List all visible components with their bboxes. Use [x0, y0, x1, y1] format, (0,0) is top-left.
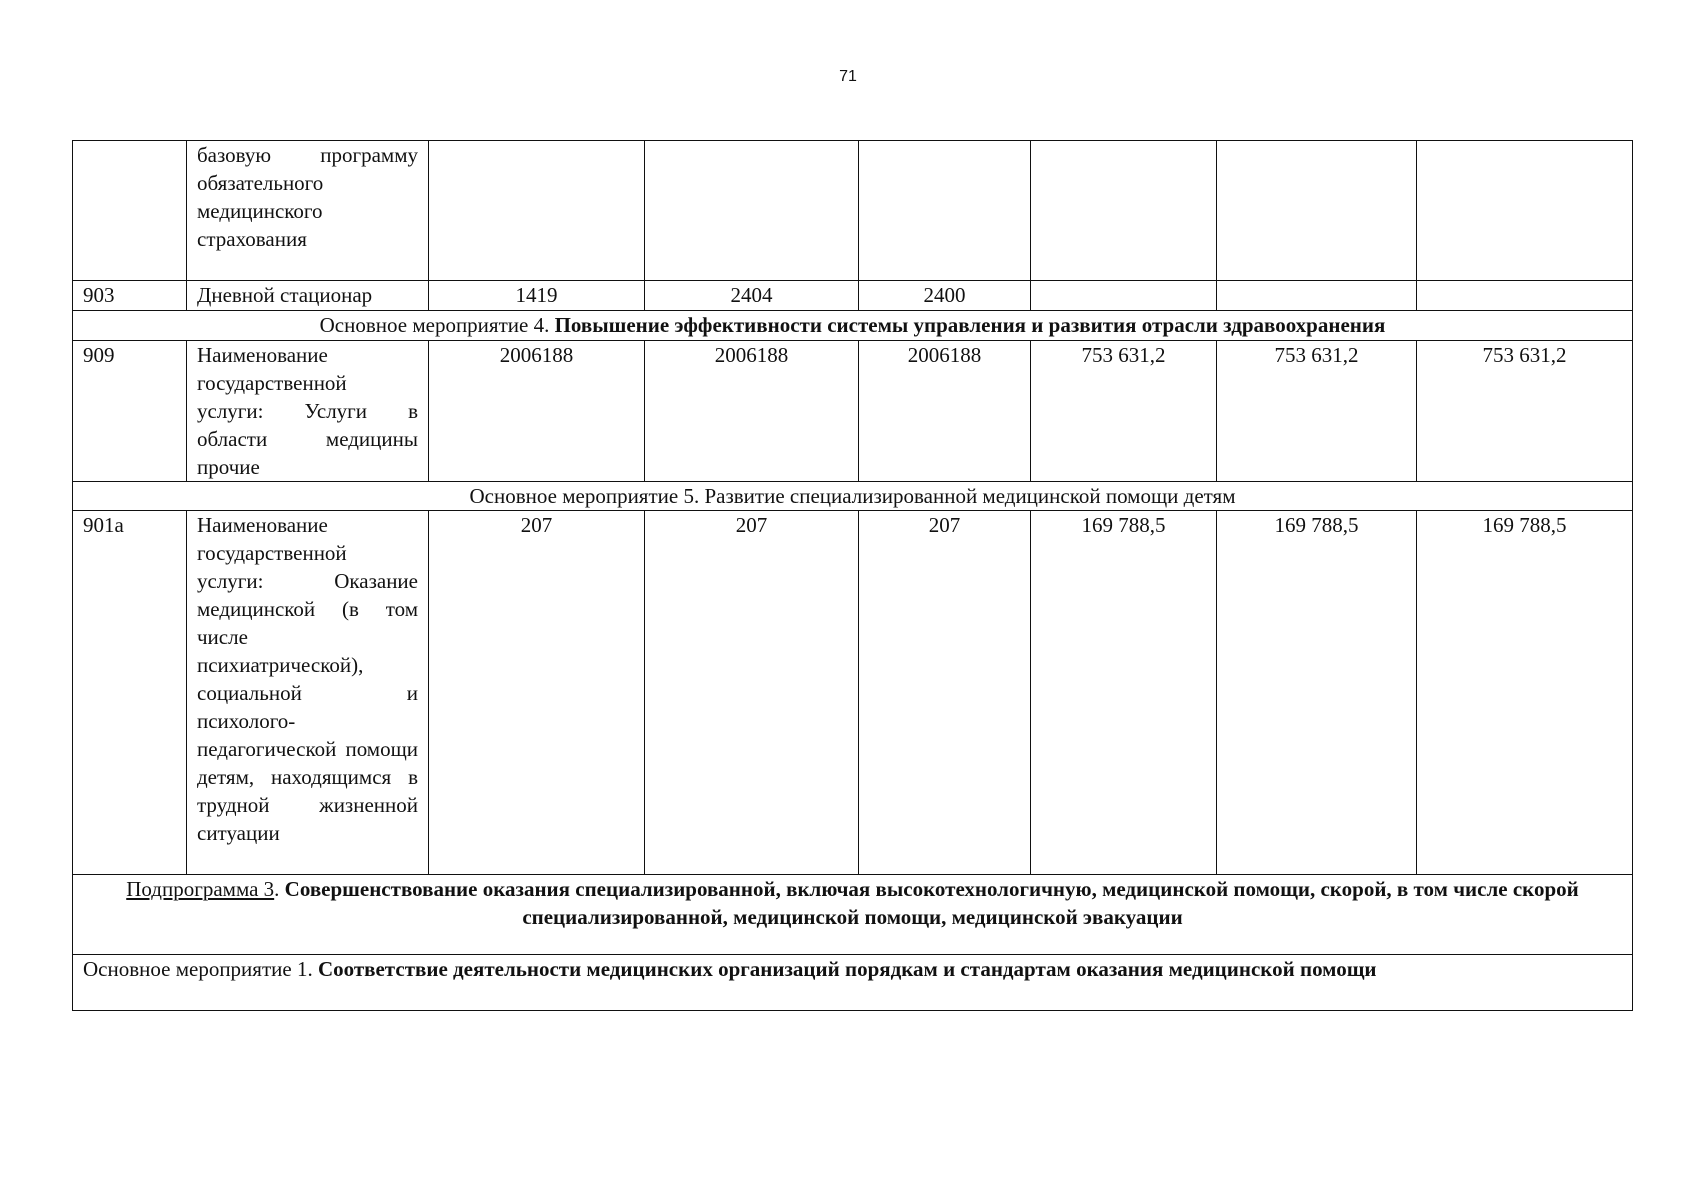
value-cell: 2404	[645, 281, 859, 311]
program-table	[72, 140, 1633, 1011]
code-cell	[73, 141, 187, 281]
page-number: 71	[839, 68, 857, 85]
value-cell	[1417, 281, 1633, 311]
value-cell	[1217, 141, 1417, 281]
code-cell: 903	[73, 281, 187, 311]
value-cell: 2006188	[429, 341, 645, 482]
subprogram-title: Совершенствование оказания специализированной, включая высокотехнологичную, медицинской помощи, скорой, в том числе скорой специализированной, медицинской помощи, медицинской эвакуации	[284, 877, 1579, 929]
section-heading-5: Основное мероприятие 5. Развитие специализированной медицинской помощи детям	[73, 482, 1633, 511]
value-cell	[1031, 141, 1217, 281]
value-cell	[1217, 281, 1417, 311]
value-cell: 1419	[429, 281, 645, 311]
funding-cell: 753 631,2	[1417, 341, 1633, 482]
section-row	[73, 482, 1633, 511]
subprogram-dot: .	[274, 877, 285, 901]
service-name-cell: Дневной стационар	[187, 281, 429, 311]
value-cell: 2006188	[645, 341, 859, 482]
table-row	[73, 511, 1633, 875]
service-name-cell: Наименование государственной услуги: Оказание медицинской (в том числе психиатрической), социальной и психолого-педагогической помощи детям, находящимся в трудной жизненной ситуации	[187, 511, 429, 875]
section-title: Повышение эффективности системы управления и развития отрасли здравоохранения	[554, 313, 1386, 337]
code-cell: 909	[73, 341, 187, 482]
subprogram-row	[73, 875, 1633, 955]
value-cell	[429, 141, 645, 281]
funding-cell: 169 788,5	[1217, 511, 1417, 875]
service-name-cell: базовую программу обязательного медицинского страхования	[187, 141, 429, 281]
section-prefix: Основное мероприятие 4.	[319, 313, 555, 337]
value-cell	[859, 141, 1031, 281]
section-heading-4	[73, 311, 1633, 341]
funding-cell: 169 788,5	[1031, 511, 1217, 875]
event-prefix: Основное мероприятие 1.	[83, 957, 318, 981]
table-row	[73, 341, 1633, 482]
subprogram-label: Подпрограмма 3	[126, 877, 275, 901]
value-cell: 2400	[859, 281, 1031, 311]
event-title: Соответствие деятельности медицинских организаций порядкам и стандартам оказания медицинской помощи	[317, 957, 1377, 981]
section-row	[73, 311, 1633, 341]
funding-cell: 169 788,5	[1417, 511, 1633, 875]
service-name-cell: Наименование государственной услуги: Услуги в области медицины прочие	[187, 341, 429, 482]
funding-cell: 753 631,2	[1217, 341, 1417, 482]
value-cell	[645, 141, 859, 281]
value-cell: 207	[645, 511, 859, 875]
value-cell: 207	[429, 511, 645, 875]
value-cell	[1031, 281, 1217, 311]
code-cell: 901а	[73, 511, 187, 875]
table-row	[73, 281, 1633, 311]
value-cell: 2006188	[859, 341, 1031, 482]
value-cell: 207	[859, 511, 1031, 875]
table-row	[73, 141, 1633, 281]
value-cell	[1417, 141, 1633, 281]
event-row	[73, 955, 1633, 1011]
subprogram-heading	[73, 875, 1633, 955]
funding-cell: 753 631,2	[1031, 341, 1217, 482]
event-heading-1	[73, 955, 1633, 1011]
